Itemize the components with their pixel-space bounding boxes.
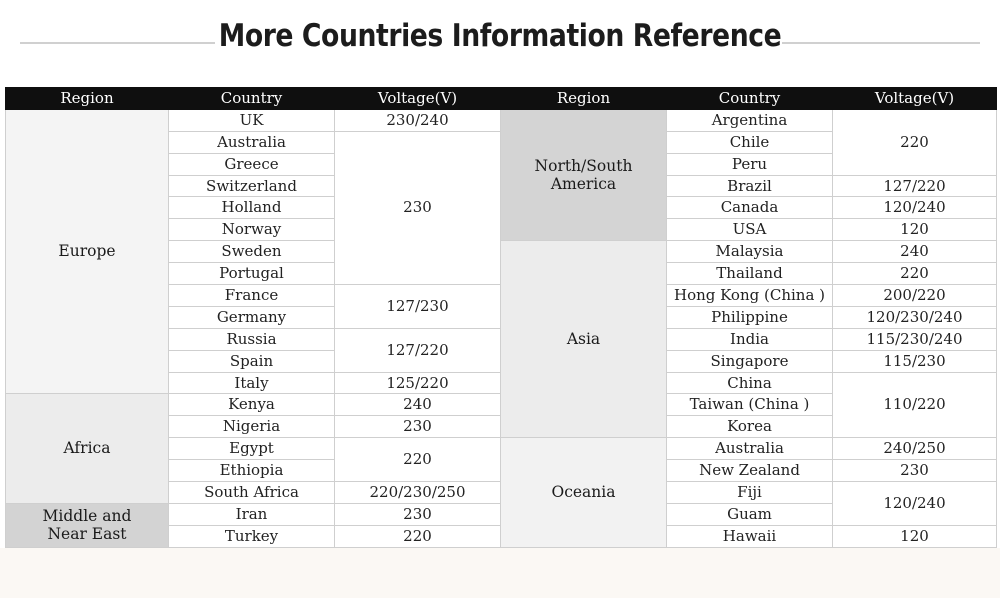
- country-cell: Peru: [667, 153, 833, 175]
- country-cell: Norway: [169, 219, 335, 241]
- country-cell: UK: [169, 109, 335, 131]
- country-cell: Sweden: [169, 241, 335, 263]
- header-country: Country: [169, 88, 335, 110]
- voltage-cell: 220: [833, 263, 997, 285]
- region-cell: Europe: [6, 109, 169, 394]
- voltage-cell: 125/220: [335, 372, 501, 394]
- country-cell: Canada: [667, 197, 833, 219]
- country-cell: Brazil: [667, 175, 833, 197]
- country-cell: Turkey: [169, 525, 335, 547]
- country-cell: Australia: [169, 131, 335, 153]
- header-voltage: Voltage(V): [833, 88, 997, 110]
- country-cell: Nigeria: [169, 416, 335, 438]
- country-cell: Malaysia: [667, 241, 833, 263]
- country-cell: Thailand: [667, 263, 833, 285]
- country-cell: Guam: [667, 503, 833, 525]
- country-cell: Germany: [169, 306, 335, 328]
- voltage-cell: 120: [833, 525, 997, 547]
- country-cell: India: [667, 328, 833, 350]
- voltage-cell: 220/230/250: [335, 482, 501, 504]
- country-cell: Fiji: [667, 482, 833, 504]
- voltage-cell: 115/230: [833, 350, 997, 372]
- voltage-cell: 230: [335, 131, 501, 284]
- country-cell: USA: [667, 219, 833, 241]
- voltage-cell: 127/220: [335, 328, 501, 372]
- country-cell: Russia: [169, 328, 335, 350]
- voltage-cell: 120/240: [833, 482, 997, 526]
- bottom-band: [0, 548, 1000, 598]
- voltage-cell: 127/230: [335, 285, 501, 329]
- region-cell: Oceania: [501, 438, 667, 547]
- country-cell: Hong Kong (China ): [667, 285, 833, 307]
- voltage-cell: 230: [833, 460, 997, 482]
- country-cell: Korea: [667, 416, 833, 438]
- voltage-cell: 120/240: [833, 197, 997, 219]
- country-cell: Switzerland: [169, 175, 335, 197]
- country-cell: Italy: [169, 372, 335, 394]
- page-title: More Countries Information Reference: [218, 18, 782, 54]
- title-divider-right: [782, 42, 980, 44]
- country-cell: Chile: [667, 131, 833, 153]
- country-cell: Kenya: [169, 394, 335, 416]
- country-cell: Greece: [169, 153, 335, 175]
- country-cell: Hawaii: [667, 525, 833, 547]
- country-cell: Taiwan (China ): [667, 394, 833, 416]
- country-cell: France: [169, 285, 335, 307]
- voltage-cell: 220: [335, 438, 501, 482]
- voltage-cell: 240: [335, 394, 501, 416]
- voltage-cell: 220: [335, 525, 501, 547]
- voltage-cell: 230/240: [335, 109, 501, 131]
- header-region: Region: [501, 88, 667, 110]
- country-cell: Spain: [169, 350, 335, 372]
- voltage-cell: 220: [833, 109, 997, 175]
- country-cell: Argentina: [667, 109, 833, 131]
- region-cell: North/South America: [501, 109, 667, 240]
- country-cell: South Africa: [169, 482, 335, 504]
- voltage-cell: 110/220: [833, 372, 997, 438]
- country-cell: China: [667, 372, 833, 394]
- voltage-cell: 230: [335, 503, 501, 525]
- region-cell: Middle and Near East: [6, 503, 169, 547]
- voltage-cell: 120/230/240: [833, 306, 997, 328]
- table-header-row: [6, 88, 997, 110]
- header-voltage: Voltage(V): [335, 88, 501, 110]
- voltage-cell: 115/230/240: [833, 328, 997, 350]
- region-cell: Africa: [6, 394, 169, 503]
- voltage-cell: 127/220: [833, 175, 997, 197]
- voltage-cell: 200/220: [833, 285, 997, 307]
- voltage-cell: 120: [833, 219, 997, 241]
- region-cell: Asia: [501, 241, 667, 438]
- country-cell: Singapore: [667, 350, 833, 372]
- voltage-cell: 230: [335, 416, 501, 438]
- country-cell: New Zealand: [667, 460, 833, 482]
- voltage-cell: 240: [833, 241, 997, 263]
- table-row: [6, 109, 997, 131]
- voltage-cell: 240/250: [833, 438, 997, 460]
- country-cell: Holland: [169, 197, 335, 219]
- title-row: [0, 0, 1000, 84]
- country-cell: Iran: [169, 503, 335, 525]
- country-cell: Philippine: [667, 306, 833, 328]
- country-cell: Australia: [667, 438, 833, 460]
- header-region: Region: [6, 88, 169, 110]
- header-country: Country: [667, 88, 833, 110]
- voltage-reference-table: [5, 87, 997, 548]
- country-cell: Portugal: [169, 263, 335, 285]
- country-cell: Egypt: [169, 438, 335, 460]
- country-cell: Ethiopia: [169, 460, 335, 482]
